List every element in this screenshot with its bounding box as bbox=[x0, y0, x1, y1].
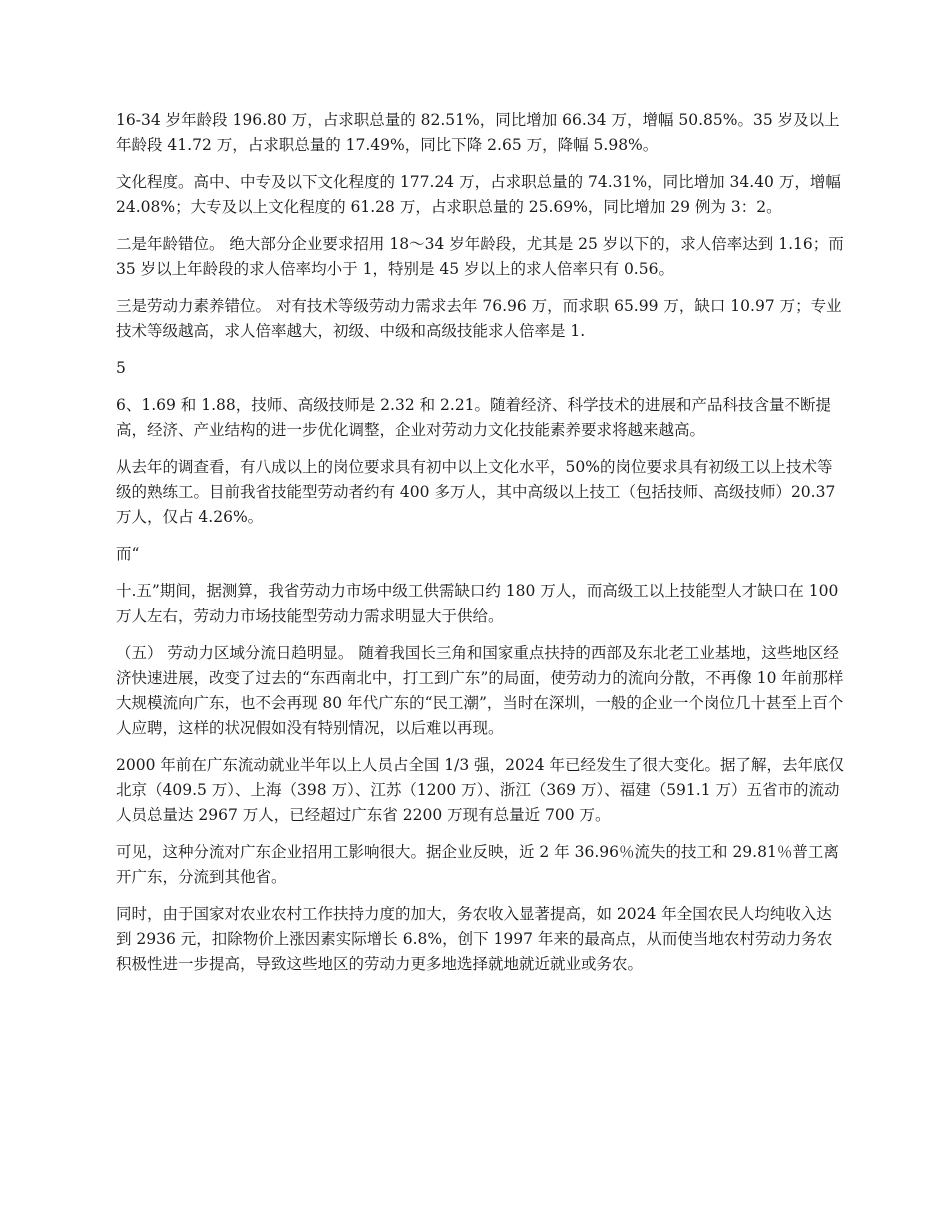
paragraph-age-breakdown: 16-34 岁年龄段 196.80 万，占求职总量的 82.51%，同比增加 66.34 万，增幅 50.85%。35 岁及以上年龄段 41.72 万，占求职总量的 17.49%，同比下降 2.65 万，降幅 5.98%。 bbox=[116, 111, 840, 154]
paragraph-skill-mismatch: 三是劳动力素养错位。 对有技术等级劳动力需求去年 76.96 万，而求职 65.99 万，缺口 10.97 万；专业技术等级越高，求人倍率越大，初级、中级和高级技能求人倍率是 1. bbox=[116, 297, 842, 340]
paragraph-age-mismatch: 二是年龄错位。 绝大部分企业要求招用 18～34 岁年龄段，尤其是 25 岁以下的，求人倍率达到 1.16；而 35 岁以上年龄段的求人倍率均小于 1，特别是 45 岁以上的求人倍率只有 0.56。 bbox=[116, 235, 844, 278]
paragraph-enterprise-impact: 可见，这种分流对广东企业招用工影响很大。据企业反映，近 2 年 36.96％流失的技工和 29.81％普工离开广东，分流到其他省。 bbox=[116, 843, 839, 886]
paragraph-migrant-totals: 2000 年前在广东流动就业半年以上人员占全国 1/3 强，2024 年已经发生了很大变化。据了解，去年底仅北京（409.5 万）、上海（398 万）、江苏（1200 万）、浙江（369 万）、福建（591.1 万）五省市的流动人员总量达 2967 万人，已经超过广东省 2200 万现有总量近 700 万。 bbox=[116, 756, 845, 824]
paragraph-skill-ratios: 6、1.69 和 1.88，技师、高级技师是 2.32 和 2.21。随着经济、科学技术的进展和产品科技含量不断提高，经济、产业结构的进一步优化调整，企业对劳动力文化技能素养要求将越来越高。 bbox=[116, 396, 832, 439]
paragraph-education-level: 文化程度。高中、中专及以下文化程度的 177.24 万，占求职总量的 74.31%，同比增加 34.40 万，增幅 24.08%；大专及以上文化程度的 61.28 万，占求职总量的 25.69%，同比增加 29 例为 3：2。 bbox=[116, 173, 841, 216]
paragraph-survey-results: 从去年的调查看，有八成以上的岗位要求具有初中以上文化水平，50%的岗位要求具有初级工以上技术等级的熟练工。目前我省技能型劳动者约有 400 多万人，其中高级以上技工（包括技师、高级技师）20.37 万人，仅占 4.26%。 bbox=[116, 458, 836, 526]
paragraph-fragment-quote: 而“ bbox=[116, 545, 140, 563]
paragraph-rural-income: 同时，由于国家对农业农村工作扶持力度的加大，务农收入显著提高，如 2024 年全国农民人均纯收入达到 2936 元，扣除物价上涨因素实际增长 6.8%，创下 1997 年来的最高点，从而使当地农村劳动力务农积极性进一步提高，导致这些地区的劳动力更多地选择就地就近就业或务农。 bbox=[116, 905, 833, 973]
document-body bbox=[116, 108, 846, 989]
paragraph-fragment-digit: 5 bbox=[116, 359, 126, 377]
paragraph-five-year-plan: 十.五”期间，据测算，我省劳动力市场中级工供需缺口约 180 万人，而高级工以上技能型人才缺口在 100 万人左右，劳动力市场技能型劳动力需求明显大于供给。 bbox=[116, 582, 839, 625]
paragraph-regional-diversion: （五） 劳动力区域分流日趋明显。 随着我国长三角和国家重点扶持的西部及东北老工业基地，这些地区经济快速进展，改变了过去的“东西南北中，打工到广东”的局面，使劳动力的流向分散，不再像 10 年前那样大规模流向广东，也不会再现 80 年代广东的“民工潮”，当时在深圳，一般的企业一个岗位几十甚至上百个人应聘，这样的状况假如没有特别情况，以后难以再现。 bbox=[116, 644, 844, 737]
